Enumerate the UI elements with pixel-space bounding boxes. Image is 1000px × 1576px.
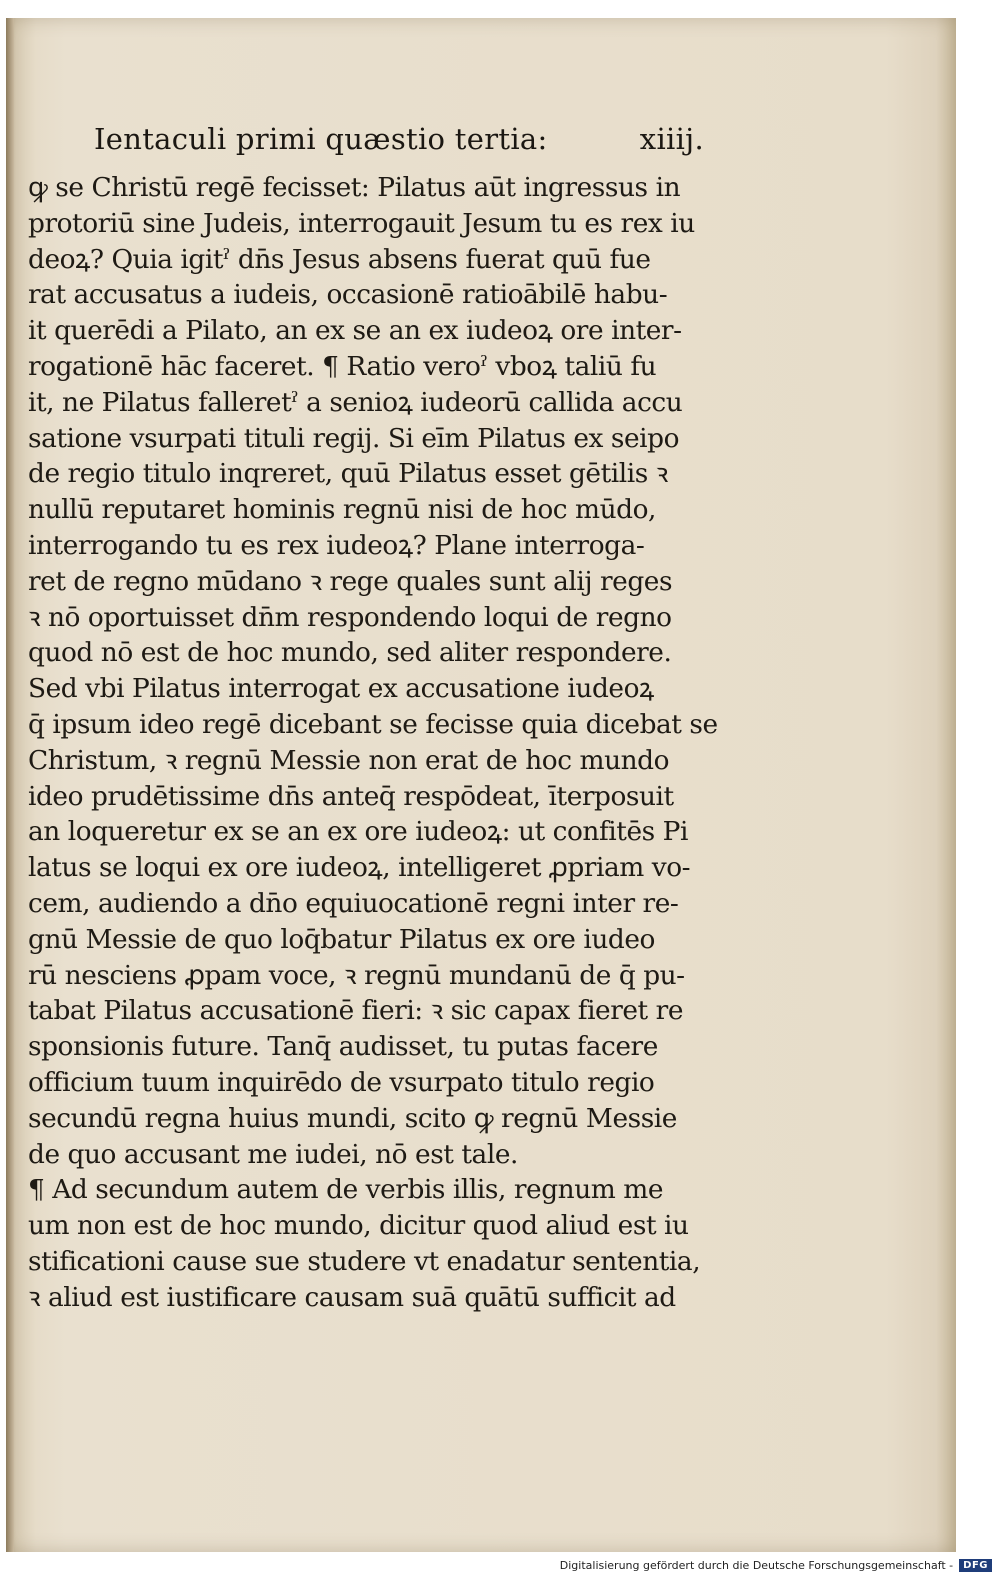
text-line: um non est de hoc mundo, dicitur quod aliud est iu <box>28 1210 689 1242</box>
text-line: de quo accusant me iudei, nō est tale. <box>28 1138 518 1170</box>
text-line: latus se loqui ex ore iudeoꝝ, intelligeret ꝓpriam vo- <box>28 852 691 884</box>
credit-text: Digitalisierung gefördert durch die Deutsche Forschungsgemeinschaft - <box>559 1559 954 1572</box>
page-header <box>94 118 704 164</box>
text-line: Christum, ꝛ regnū Messie non erat de hoc mundo <box>28 744 670 776</box>
text-line: quod nō est de hoc mundo, sed aliter respondere. <box>28 637 672 669</box>
text-line: satione vsurpati tituli regij. Si eīm Pilatus ex seipo <box>28 422 680 454</box>
text-line: an loqueretur ex se an ex ore iudeoꝝ: ut confitēs Pi <box>28 816 688 848</box>
text-line: officium tuum inquirēdo de vsurpato titulo regio <box>28 1066 655 1098</box>
digitization-credit <box>560 1559 992 1572</box>
text-line: ꝛ aliud est iustificare causam suā quātū sufficit ad <box>28 1281 676 1313</box>
text-line: q̄ ipsum ideo regē dicebant se fecisse quia dicebat se <box>28 708 718 740</box>
text-line: ret de regno mūdano ꝛ rege quales sunt alij reges <box>28 565 673 597</box>
text-line: ꝛ nō oportuisset dn̄m respondendo loqui de regno <box>28 601 672 633</box>
text-line: deoꝝ? Quia igitˀ dn̄s Jesus absens fuerat quū fue <box>28 243 651 275</box>
text-line: rū nesciens ꝓpam voce, ꝛ regnū mundanū de q̄ pu- <box>28 959 685 991</box>
dfg-logo: DFG <box>959 1559 992 1572</box>
text-line: rogationē hāc faceret. ¶ Ratio veroˀ vboꝝ taliū fu <box>28 350 657 382</box>
page-gutter-edge <box>6 18 14 1552</box>
text-line: sponsionis future. Tanq̄ audisset, tu putas facere <box>28 1031 658 1063</box>
text-line: ¶ Ad secundum autem de verbis illis, regnum me <box>28 1174 663 1206</box>
text-line: gnū Messie de quo loq̄batur Pilatus ex ore iudeo <box>28 923 655 955</box>
text-line: it, ne Pilatus falleretˀ a senioꝝ iudeorū callida accu <box>28 386 683 418</box>
text-line: de regio titulo inqreret, quū Pilatus esset gētilis ꝛ <box>28 458 668 490</box>
text-line: secundū regna huius mundi, scito ꝙ regnū Messie <box>28 1102 677 1134</box>
text-line: it querēdi a Pilato, an ex se an ex iudeoꝝ ore inter- <box>28 315 682 347</box>
text-line: tabat Pilatus accusationē fieri: ꝛ sic capax fieret re <box>28 995 683 1027</box>
running-title: Ientaculi primi quæstio tertia: <box>94 122 548 156</box>
body-text <box>28 170 718 1316</box>
text-line: cem, audiendo a dn̄o equiuocationē regni inter re- <box>28 887 679 919</box>
text-line: protoriū sine Judeis, interrogauit Jesum tu es rex iu <box>28 207 695 239</box>
text-line: stificationi cause sue studere vt enadatur sententia, <box>28 1245 701 1277</box>
text-line: rat accusatus a iudeis, occasionē ratioābilē habu- <box>28 279 668 311</box>
book-page <box>6 18 956 1552</box>
text-line: Sed vbi Pilatus interrogat ex accusatione iudeoꝝ <box>28 673 654 705</box>
text-line: ideo prudētissime dn̄s anteq̄ respōdeat, īterposuit <box>28 780 674 812</box>
text-line: ꝙ se Christū regē fecisset: Pilatus aūt ingressus in <box>28 172 681 203</box>
text-line: nullū reputaret hominis regnū nisi de hoc mūdo, <box>28 494 656 526</box>
text-line: interrogando tu es rex iudeoꝝ? Plane interroga- <box>28 529 645 561</box>
folio-number: xiiij. <box>639 122 704 156</box>
